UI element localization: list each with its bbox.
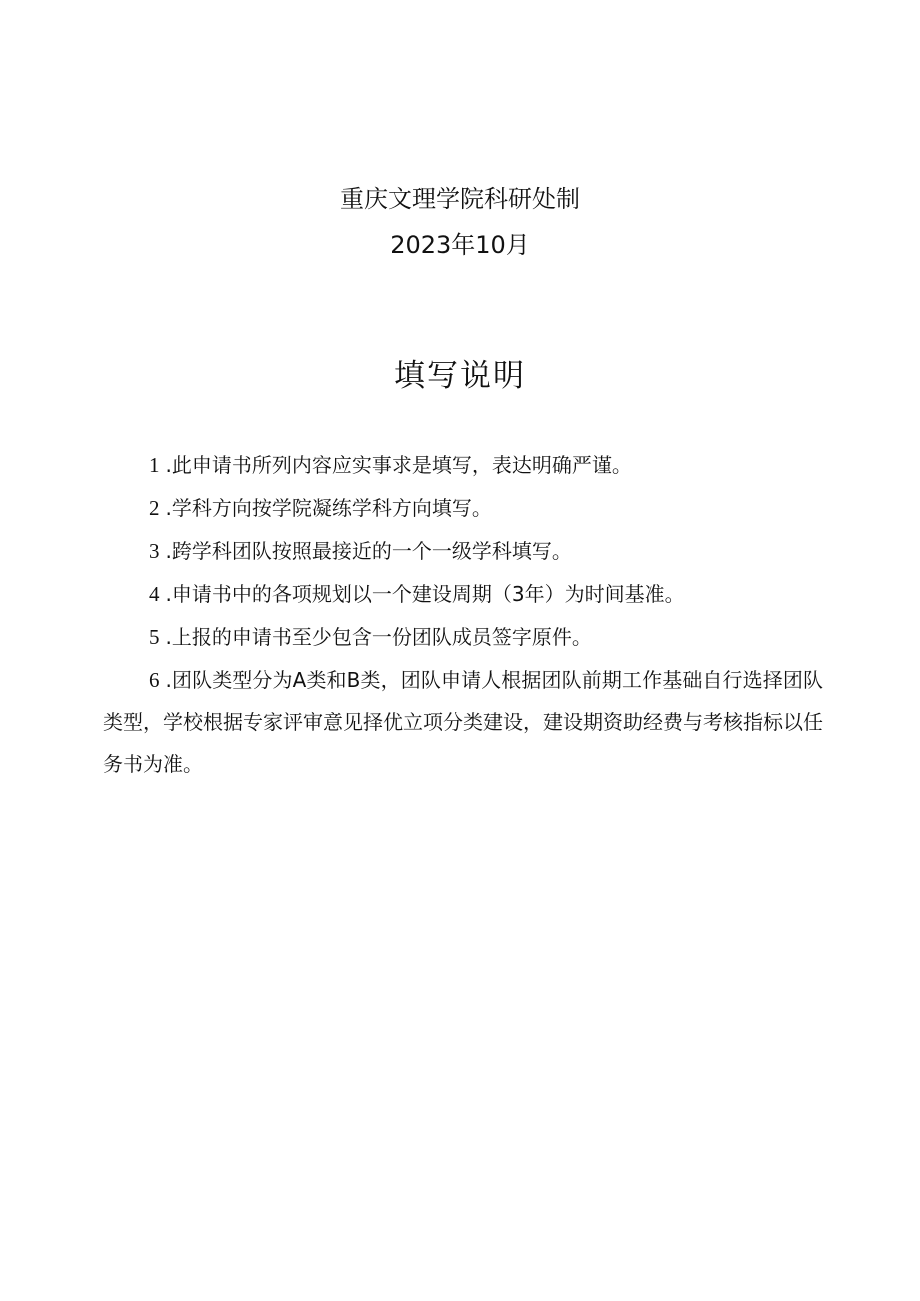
instruction-number: 3 [149,539,160,563]
instruction-item-2 [103,491,823,525]
instruction-item-6 [103,659,823,785]
issue-date: 2023年10月 [390,231,530,259]
section-heading: 填写说明 [394,358,526,394]
instruction-number: 6 [149,668,160,692]
instruction-list [103,448,823,794]
instruction-number: 5 [149,625,160,649]
instruction-text: .此申请书所列内容应实事求是填写，表达明确严谨。 [165,453,632,477]
instruction-item-5 [103,620,823,654]
instruction-text: .申请书中的各项规划以一个建设周期（3年）为时间基准。 [165,582,685,606]
instruction-number: 2 [149,496,160,520]
instruction-item-3 [103,534,823,568]
instruction-number: 4 [149,582,160,606]
instruction-text: .团队类型分为A类和B类，团队申请人根据团队前期工作基础自行选择团队类型，学校根据专家评审意见择优立项分类建设，建设期资助经费与考核指标以任务书为准。 [103,668,823,776]
instruction-number: 1 [149,453,160,477]
instruction-text: .上报的申请书至少包含一份团队成员签字原件。 [165,625,592,649]
instruction-item-4 [103,577,823,611]
instruction-text: .学科方向按学院凝练学科方向填写。 [165,496,492,520]
issuing-organization: 重庆文理学院科研处制 [340,185,580,213]
instruction-text: .跨学科团队按照最接近的一个一级学科填写。 [165,539,572,563]
instruction-item-1 [103,448,823,482]
